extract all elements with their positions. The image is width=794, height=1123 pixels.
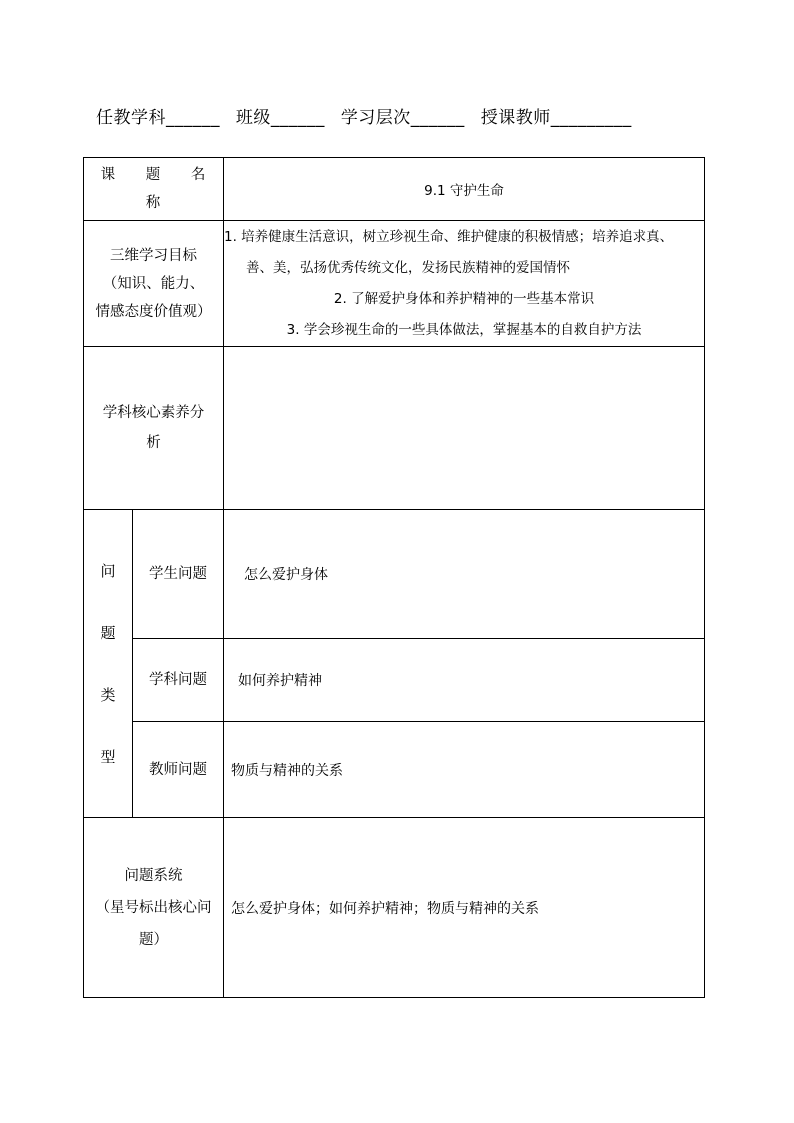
subject-field: 任教学科______ <box>96 108 220 128</box>
subject-question-row <box>84 639 705 722</box>
teacher-field: 授课教师_________ <box>480 108 632 128</box>
question-type-label: 问 题 类 型 <box>84 510 133 818</box>
core-literacy-row <box>84 347 705 510</box>
subject-question-label: 学科问题 <box>133 639 224 722</box>
title-label: 课 题 名 称 <box>84 158 224 221</box>
title-value: 9.1 守护生命 <box>224 158 705 221</box>
student-question-value: 怎么爱护身体 <box>224 510 705 639</box>
question-system-label: 问题系统 （星号标出核心问 题） <box>84 818 224 998</box>
title-row <box>84 158 705 221</box>
core-literacy-label: 学科核心素养分 析 <box>84 347 224 510</box>
question-system-row <box>84 818 705 998</box>
lesson-plan-table <box>83 157 705 998</box>
objectives-label: 三维学习目标 （知识、能力、 情感态度价值观） <box>84 221 224 347</box>
teacher-question-row <box>84 722 705 818</box>
objectives-row <box>84 221 705 347</box>
objective-1b: 善、美，弘扬优秀传统文化，发扬民族精神的爱国情怀 <box>246 259 571 276</box>
document-header <box>96 103 642 128</box>
subject-question-value: 如何养护精神 <box>224 639 705 722</box>
teacher-question-label: 教师问题 <box>133 722 224 818</box>
objective-1a: 1. 培养健康生活意识，树立珍视生命、维护健康的积极情感；培养追求真、 <box>224 228 674 245</box>
class-field: 班级______ <box>235 108 325 128</box>
core-literacy-value <box>224 347 705 510</box>
objectives-value <box>224 221 705 347</box>
level-field: 学习层次______ <box>340 108 465 128</box>
objective-3: 3. 学会珍视生命的一些具体做法，掌握基本的自救自护方法 <box>286 321 642 338</box>
teacher-question-value: 物质与精神的关系 <box>224 722 705 818</box>
student-question-label: 学生问题 <box>133 510 224 639</box>
question-system-value: 怎么爱护身体；如何养护精神；物质与精神的关系 <box>224 818 705 998</box>
objective-2: 2. 了解爱护身体和养护精神的一些基本常识 <box>333 290 595 307</box>
student-question-row <box>84 510 705 639</box>
